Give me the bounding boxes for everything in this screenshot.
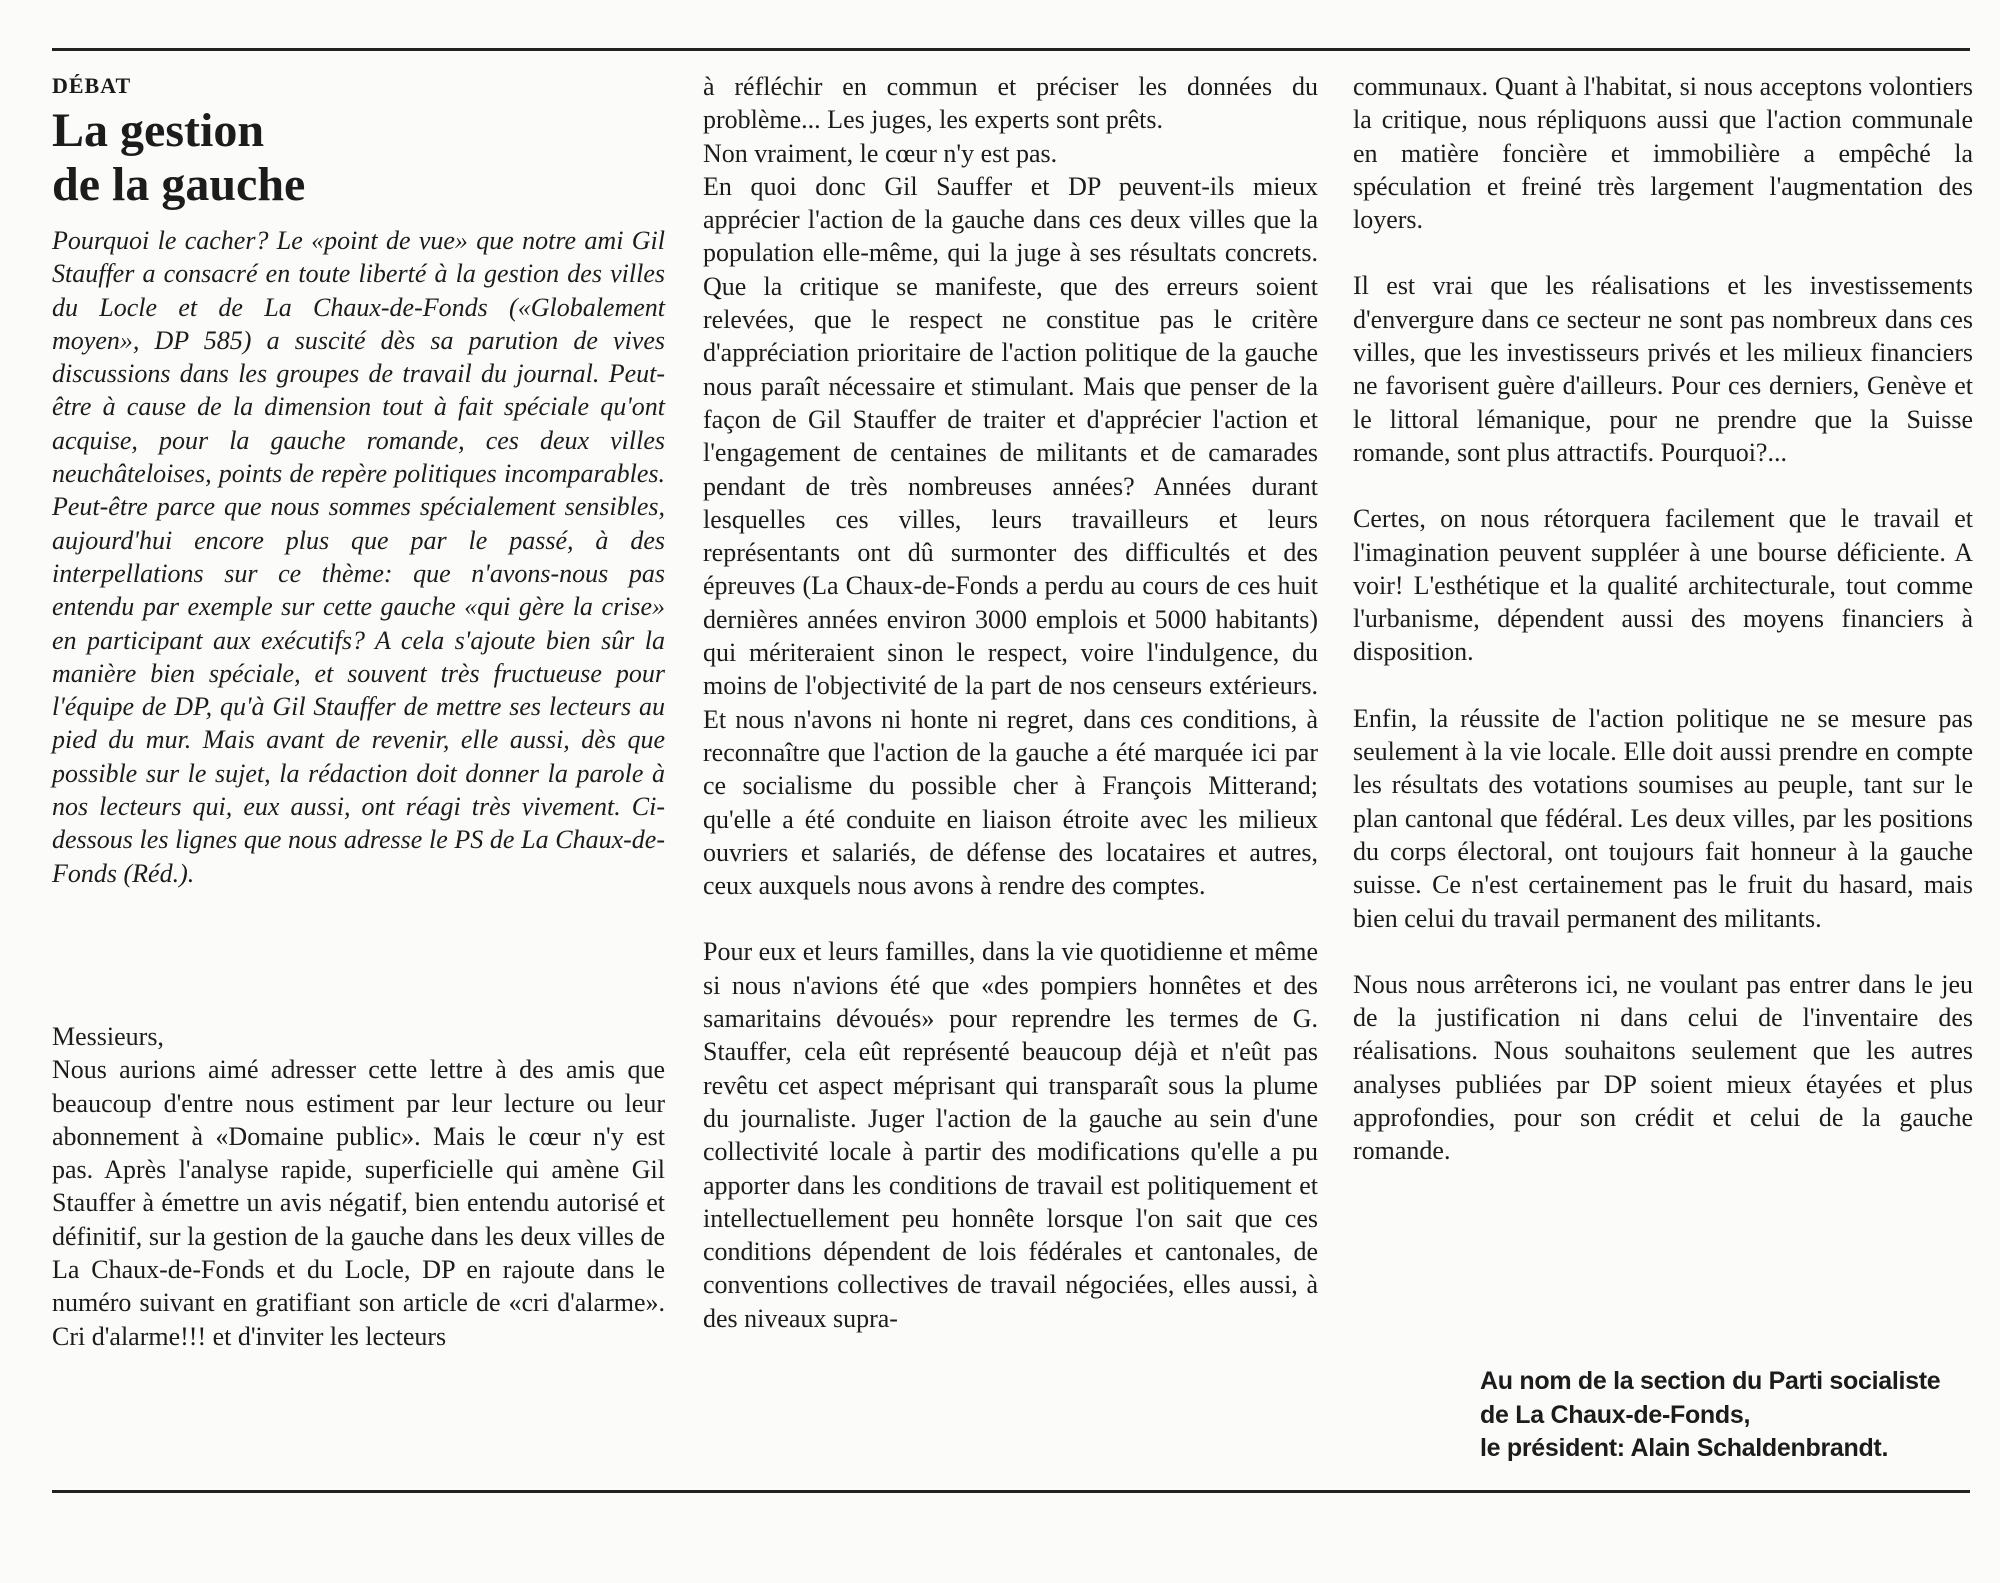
paragraph: communaux. Quant à l'habitat, si nous acceptons volontiers la critique, nous répliquons aussi que l'action communale en matière foncière et immobilière a empêché la spéculation et freiné très largement l'augmentation des loyers. bbox=[1353, 72, 1973, 235]
salutation: Messieurs, bbox=[52, 1021, 164, 1051]
article-title bbox=[52, 104, 665, 212]
paragraph: Non vraiment, le cœur n'y est pas. bbox=[703, 138, 1058, 168]
title-line-1: La gestion bbox=[52, 104, 265, 157]
paragraph: En quoi donc Gil Sauffer et DP peuvent-ils mieux apprécier l'action de la gauche dans ces deux villes que la population elle-même, qui la juge à ses résultats concrets. Que la critique se manifeste, que des erreurs soient relevées, que le respect ne constitue pas le critère d'appréciation prioritaire de l'action politique de la gauche nous paraît nécessaire et stimulant. Mais que penser de la façon de Gil Stauffer de traiter et d'apprécier l'action et l'engagement de centaines de militants et de camarades pendant de très nombreuses années? Années durant lesquelles ces villes, leurs travailleurs et leurs représentants ont dû surmonter des difficultés et des épreuves (La Chaux-de-Fonds a perdu au cours de ces huit dernières années environ 3000 emplois et 5000 habitants) qui mériteraient sinon le respect, voire l'indulgence, du moins de l'objectivité de la part de nos censeurs extérieurs. Et nous n'avons ni honte ni regret, dans ces conditions, à reconnaître que l'action de la gauche a été marquée ici par ce socialisme du possible cher à François Mitterand; qu'elle a été conduite en liaison étroite avec les milieux ouvriers et salariés, de défense des locataires et autres, ceux auxquels nous avons à rendre des comptes. bbox=[703, 171, 1318, 901]
paragraph: Nous nous arrêterons ici, ne voulant pas entrer dans le jeu de la justification ni dans celui de l'inventaire des réalisations. Nous souhaitons seulement que les autres analyses publiées par DP soient mieux étayées et plus approfondies, pour son crédit et celui de la gauche romande. bbox=[1353, 969, 1973, 1166]
column-2 bbox=[703, 70, 1318, 1335]
paragraph: Il est vrai que les réalisations et les investissements d'envergure dans ce secteur ne sont pas nombreux dans ces villes, que les investisseurs privés et les milieux financiers ne favorisent guère d'ailleurs. Pour ces derniers, Genève et le littoral lémanique, pour ne prendre que la Suisse romande, sont plus attractifs. Pourquoi?... bbox=[1353, 271, 1973, 467]
signature-line-1: Au nom de la section du Parti socialiste bbox=[1480, 1367, 1941, 1395]
paragraph: Pour eux et leurs familles, dans la vie quotidienne et même si nous n'avions été que «des pompiers honnêtes et des samaritains dévoués» pour reprendre les termes de G. Stauffer, cela eût représenté beaucoup déjà et n'eût pas revêtu cet aspect méprisant qui transparaît sous la plume du journaliste. Juger l'action de la gauche au sein d'une collectivité locale à partir des modifications qu'elle a pu apporter dans les conditions de travail est politiquement et intellectuellement peu honnête lorsque l'on sait que ces conditions dépendent de lois fédérales et cantonales, de conventions collectives de travail négociées, elles aussi, à des niveaux supra- bbox=[703, 937, 1318, 1333]
signature-line-3: le président: Alain Schaldenbrandt. bbox=[1480, 1434, 1889, 1462]
top-rule bbox=[52, 48, 1970, 51]
signature-block bbox=[1480, 1365, 1980, 1466]
paragraph: Enfin, la réussite de l'action politique ne se mesure pas seulement à la vie locale. Elle doit aussi prendre en compte les résultats des votations soumises au peuple, tant sur le plan cantonal que fédéral. Les deux villes, par les positions du corps électoral, ont toujours fait honneur à la gauche suisse. Ce n'est certainement pas le fruit du hasard, mais bien celui du travail permanent des militants. bbox=[1353, 703, 1973, 933]
editorial-intro: Pourquoi le cacher? Le «point de vue» que notre ami Gil Stauffer a consacré en toute liberté à la gestion des villes du Locle et de La Chaux-de-Fonds («Globalement moyen», DP 585) a suscité dès sa parution de vives discussions dans les groupes de travail du journal. Peut-être à cause de la dimension tout à fait spéciale qu'ont acquise, pour la gauche romande, ces deux villes neuchâteloises, points de repère politiques incomparables. Peut-être parce que nous sommes spécialement sensibles, aujourd'hui encore plus que par le passé, à des interpellations sur ce thème: que n'avons-nous pas entendu par exemple sur cette gauche «qui gère la crise» en participant aux exécutifs? A cela s'ajoute bien sûr la manière bien spéciale, et souvent très fructueuse pour l'équipe de DP, qu'à Gil Stauffer de mettre ses lecteurs au pied du mur. Mais avant de revenir, elle aussi, dès que possible sur le sujet, la rédaction doit donner la parole à nos lecteurs qui, eux aussi, ont réagi très vivement. Ci-dessous les lignes que nous adresse le PS de La Chaux-de-Fonds (Réd.). bbox=[52, 226, 665, 888]
paragraph: Nous aurions aimé adresser cette lettre à des amis que beaucoup d'entre nous estiment par leur lecture ou leur abonnement à «Domaine public». Mais le cœur n'y est pas. Après l'analyse rapide, superficielle qui amène Gil Stauffer à émettre un avis négatif, bien entendu autorisé et définitif, sur la gestion de la gauche dans les deux villes de La Chaux-de-Fonds et du Locle, DP en rajoute dans le numéro suivant en gratifiant son article de «cri d'alarme». Cri d'alarme!!! et d'inviter les lecteurs bbox=[52, 1055, 665, 1351]
section-label: DÉBAT bbox=[52, 73, 132, 98]
paragraph: à réfléchir en commun et préciser les données du problème... Les juges, les experts sont prêts. bbox=[703, 72, 1318, 135]
bottom-rule bbox=[52, 1490, 1970, 1493]
column-1 bbox=[52, 72, 665, 1353]
signature-line-2: de La Chaux-de-Fonds, bbox=[1480, 1400, 1751, 1429]
paragraph: Certes, on nous rétorquera facilement que le travail et l'imagination peuvent suppléer à une bourse déficiente. A voir! L'esthétique et la qualité architecturale, tout comme l'urbanisme, dépendent aussi des moyens financiers à disposition. bbox=[1353, 504, 1973, 667]
column-3 bbox=[1353, 70, 1973, 1168]
title-line-2: de la gauche bbox=[52, 158, 306, 211]
